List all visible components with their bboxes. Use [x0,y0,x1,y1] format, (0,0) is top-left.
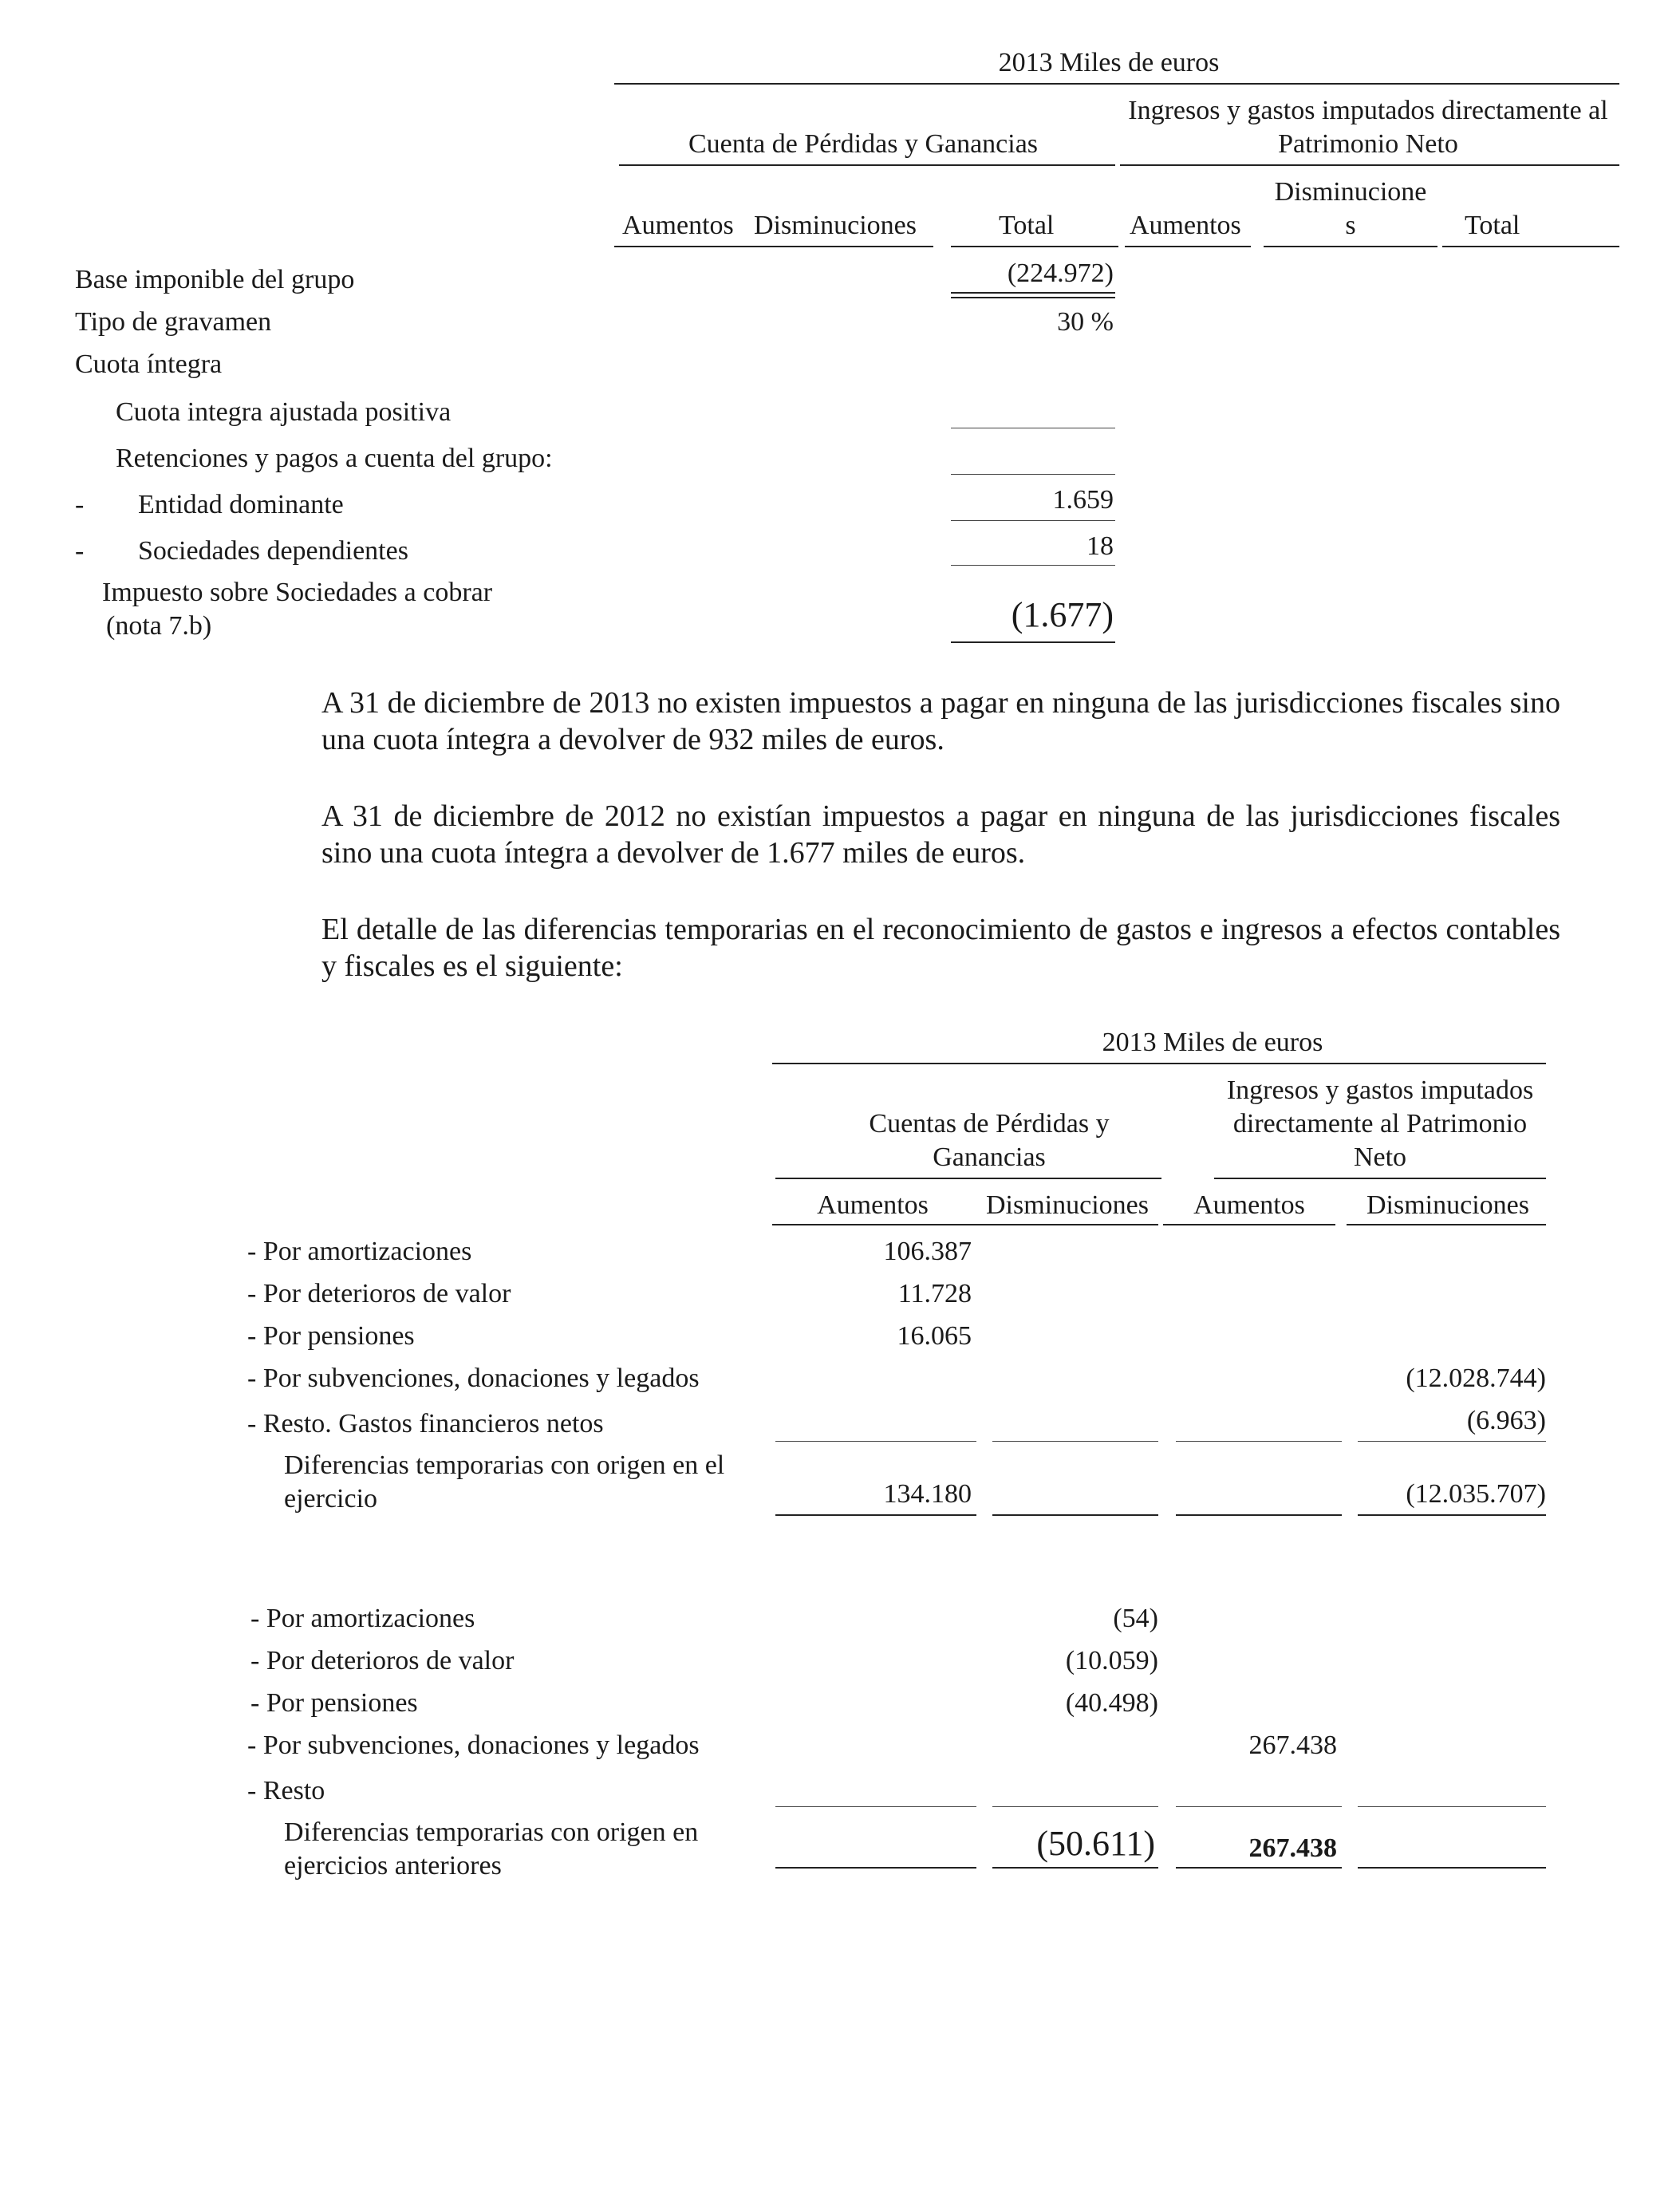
table1-group-pn-rule [1120,164,1619,166]
table2-col-rule [1347,1224,1546,1225]
row-label: - Por pensiones [250,1688,418,1718]
table1-col-total-pyg: Total [999,211,1055,240]
total-underline [992,1514,1158,1516]
underline [951,641,1115,643]
row-label: Diferencias temporarias con origen en el [284,1450,725,1480]
row-label: Sociedades dependientes [138,536,408,566]
row-label: Retenciones y pagos a cuenta del grupo: [116,444,553,473]
cell-aumentos-pyg: 11.728 [897,1279,972,1308]
underline [1358,1441,1546,1442]
table1-top-rule [614,83,1619,85]
row-label: ejercicio [284,1484,378,1513]
table2-col-disminuciones-pn: Disminuciones [1366,1190,1529,1220]
table1-group-pyg-rule [619,164,1115,166]
table1-col-rule [1125,246,1251,247]
double-underline [951,292,1115,298]
cell-aumentos-pn: 267.438 [1248,1731,1337,1760]
row-value: 18 [1086,531,1114,561]
row-label: Impuesto sobre Sociedades a cobrar [102,578,493,607]
table2-group-pyg: Cuentas de Pérdidas y Ganancias [869,1109,1110,1172]
cell-disminuciones-pyg: (40.498) [1065,1688,1158,1718]
row-label: - Por amortizaciones [250,1604,475,1633]
total-underline [775,1867,976,1869]
row-value: 1.659 [1052,485,1114,515]
row-label: - Por amortizaciones [247,1237,472,1266]
cell-aumentos-pyg: 106.387 [883,1237,972,1266]
row-label: Base imponible del grupo [75,265,355,294]
table1-col-rule [614,246,933,247]
total-underline [1358,1514,1546,1516]
paragraph-2013: A 31 de diciembre de 2013 no existen impuestos a pagar en ninguna de las jurisdicciones fiscales sino una cuota íntegra a devolver de 932 miles de euros. [321,686,1560,756]
total-underline [1176,1867,1342,1869]
table1-col-rule [1264,246,1437,247]
table2-group-pn-rule [1214,1178,1546,1179]
row-label: - Por deterioros de valor [247,1279,511,1308]
row-label: - Por pensiones [247,1321,415,1351]
underline [775,1441,976,1442]
row-label: - Resto. Gastos financieros netos [247,1409,604,1438]
row-value-total: (1.677) [1011,595,1114,634]
underline [951,474,1115,475]
cell-aumentos-pyg: 16.065 [897,1321,972,1351]
table2-col-aumentos-pyg: Aumentos [817,1190,929,1220]
row-label: Entidad dominante [138,490,344,519]
table1-col-disminuciones-pyg: Disminuciones [754,211,917,240]
table2-top-rule [772,1063,1546,1064]
cell-disminuciones-pn: (12.035.707) [1406,1479,1546,1509]
cell-disminuciones-pn: (6.963) [1466,1406,1546,1435]
table1-year-caption: 2013 Miles de euros [998,48,1220,77]
total-underline [992,1867,1158,1869]
dash: - [75,490,85,519]
underline [992,1441,1158,1442]
table1-col-rule [951,246,1118,247]
table1-group-pn: Ingresos y gastos imputados directamente al Patrimonio Neto [1128,96,1608,159]
cell-disminuciones-pyg: (54) [1113,1604,1158,1633]
underline [1176,1441,1342,1442]
row-value: 30 % [1057,307,1114,337]
table1-col-rule [1442,246,1619,247]
row-label: Tipo de gravamen [75,307,272,337]
underline [951,520,1115,521]
total-underline [1176,1514,1342,1516]
row-label: Cuota integra ajustada positiva [116,397,452,427]
table1-col-aumentos-pn: Aumentos [1130,211,1241,240]
table2-col-rule [772,1224,1158,1225]
underline [951,565,1115,566]
row-label: - Resto [247,1776,325,1805]
table1-col-aumentos-pyg: Aumentos [622,211,734,240]
row-label: - Por subvenciones, donaciones y legados [247,1363,700,1393]
row-label: - Por subvenciones, donaciones y legados [247,1731,700,1760]
underline [1176,1806,1342,1807]
row-label: Diferencias temporarias con origen en [284,1817,699,1847]
table1-group-pyg: Cuenta de Pérdidas y Ganancias [688,129,1039,159]
table2-group-pn: Ingresos y gastos imputados directamente al Patrimonio Neto [1226,1075,1534,1172]
table2-group-pyg-rule [775,1178,1161,1179]
total-underline [775,1514,976,1516]
total-underline [1358,1867,1546,1869]
row-label: ejercicios anteriores [284,1851,502,1880]
cell-disminuciones-pyg: (50.611) [1036,1824,1155,1863]
cell-disminuciones-pyg: (10.059) [1065,1646,1158,1675]
underline [775,1806,976,1807]
row-label: (nota 7.b) [106,611,212,641]
table1-col-disminuciones-pn: Disminucione s [1274,177,1427,240]
table2-col-disminuciones-pyg: Disminuciones [986,1190,1149,1220]
paragraph-2012: A 31 de diciembre de 2012 no existían impuestos a pagar en ninguna de las jurisdicciones fiscales sino una cuota íntegra a devolver de 1.677 miles de euros. [321,799,1560,870]
cell-disminuciones-pn: (12.028.744) [1406,1363,1546,1393]
dash: - [75,536,85,566]
row-label: - Por deterioros de valor [250,1646,515,1675]
row-label: Cuota íntegra [75,349,223,379]
table2-col-rule [1163,1224,1335,1225]
paragraph-detalle: El detalle de las diferencias temporarias en el reconocimiento de gastos e ingresos a efectos contables y fiscales es el siguiente: [321,913,1560,983]
cell-aumentos-pyg: 134.180 [883,1479,972,1509]
underline [1358,1806,1546,1807]
underline [992,1806,1158,1807]
row-value: (224.972) [1007,258,1114,288]
cell-aumentos-pn: 267.438 [1248,1833,1337,1863]
table1-col-total-pn: Total [1465,211,1520,240]
table2-col-aumentos-pn: Aumentos [1193,1190,1305,1220]
table2-year-caption: 2013 Miles de euros [1102,1028,1323,1057]
